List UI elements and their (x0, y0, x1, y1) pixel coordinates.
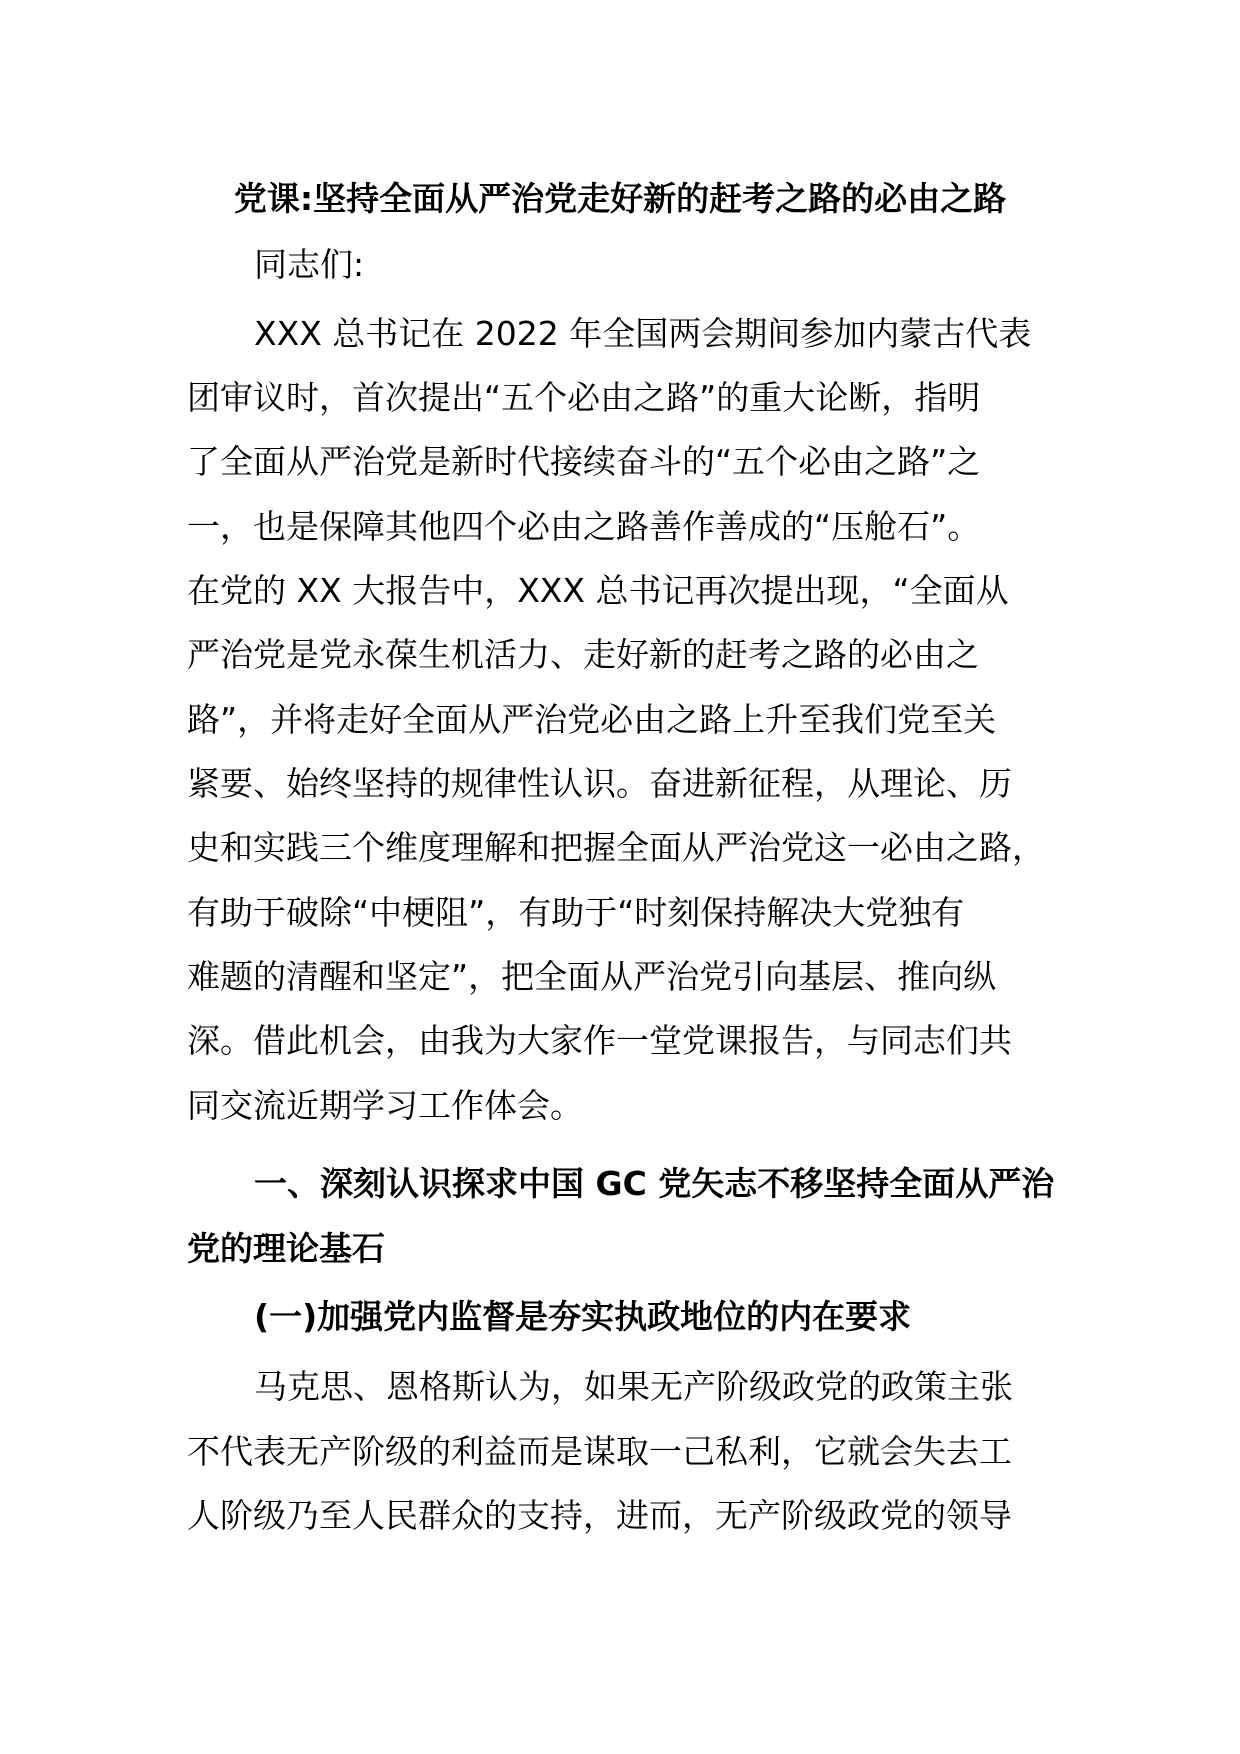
paragraph-line: 一，也是保障其他四个必由之路善作善成的“压舱石”。 (187, 507, 981, 546)
paragraph-line: 了全面从严治党是新时代接续奋斗的“五个必由之路”之 (187, 442, 981, 481)
section-heading-line: 一、深刻认识探求中国 GC 党矢志不移坚持全面从严治 (254, 1164, 1055, 1203)
paragraph-line: 难题的清醒和坚定”，把全面从严治党引向基层、推向纵 (187, 957, 997, 996)
paragraph-line: 史和实践三个维度理解和把握全面从严治党这一必由之路， (187, 828, 1045, 867)
paragraph-line: 深。借此机会，由我为大家作一堂党课报告，与同志们共 (187, 1021, 1012, 1060)
paragraph-line: 马克思、恩格斯认为，如果无产阶级政党的政策主张 (254, 1367, 1013, 1406)
paragraph-line: 在党的 XX 大报告中，XXX 总书记再次提出现，“全面从 (187, 571, 1009, 610)
paragraph-line: 不代表无产阶级的利益而是谋取一己私利，它就会失去工 (187, 1432, 1012, 1471)
paragraph-line: 团审议时，首次提出“五个必由之路”的重大论断，指明 (187, 378, 981, 417)
paragraph-line: 紧要、始终坚持的规律性认识。奋进新征程，从理论、历 (187, 764, 1012, 803)
paragraph-line: 人阶级乃至人民群众的支持，进而，无产阶级政党的领导 (187, 1496, 1012, 1535)
paragraph-line: XXX 总书记在 2022 年全国两会期间参加内蒙古代表 (254, 314, 1032, 353)
paragraph-line: 路”，并将走好全面从严治党必由之路上升至我们党至关 (187, 700, 997, 739)
salutation: 同志们: (254, 245, 365, 284)
paragraph-line: 同交流近期学习工作体会。 (187, 1086, 583, 1125)
paragraph-line: 严治党是党永葆生机活力、走好新的赶考之路的必由之 (187, 635, 979, 674)
section-heading-line: 党的理论基石 (187, 1229, 385, 1268)
paragraph-line: 有助于破除“中梗阻”，有助于“时刻保持解决大党独有 (187, 893, 965, 932)
document-title: 党课:坚持全面从严治党走好新的赶考之路的必由之路 (233, 179, 1007, 218)
subsection-heading: (一)加强党内监督是夯实执政地位的内在要求 (254, 1297, 912, 1336)
